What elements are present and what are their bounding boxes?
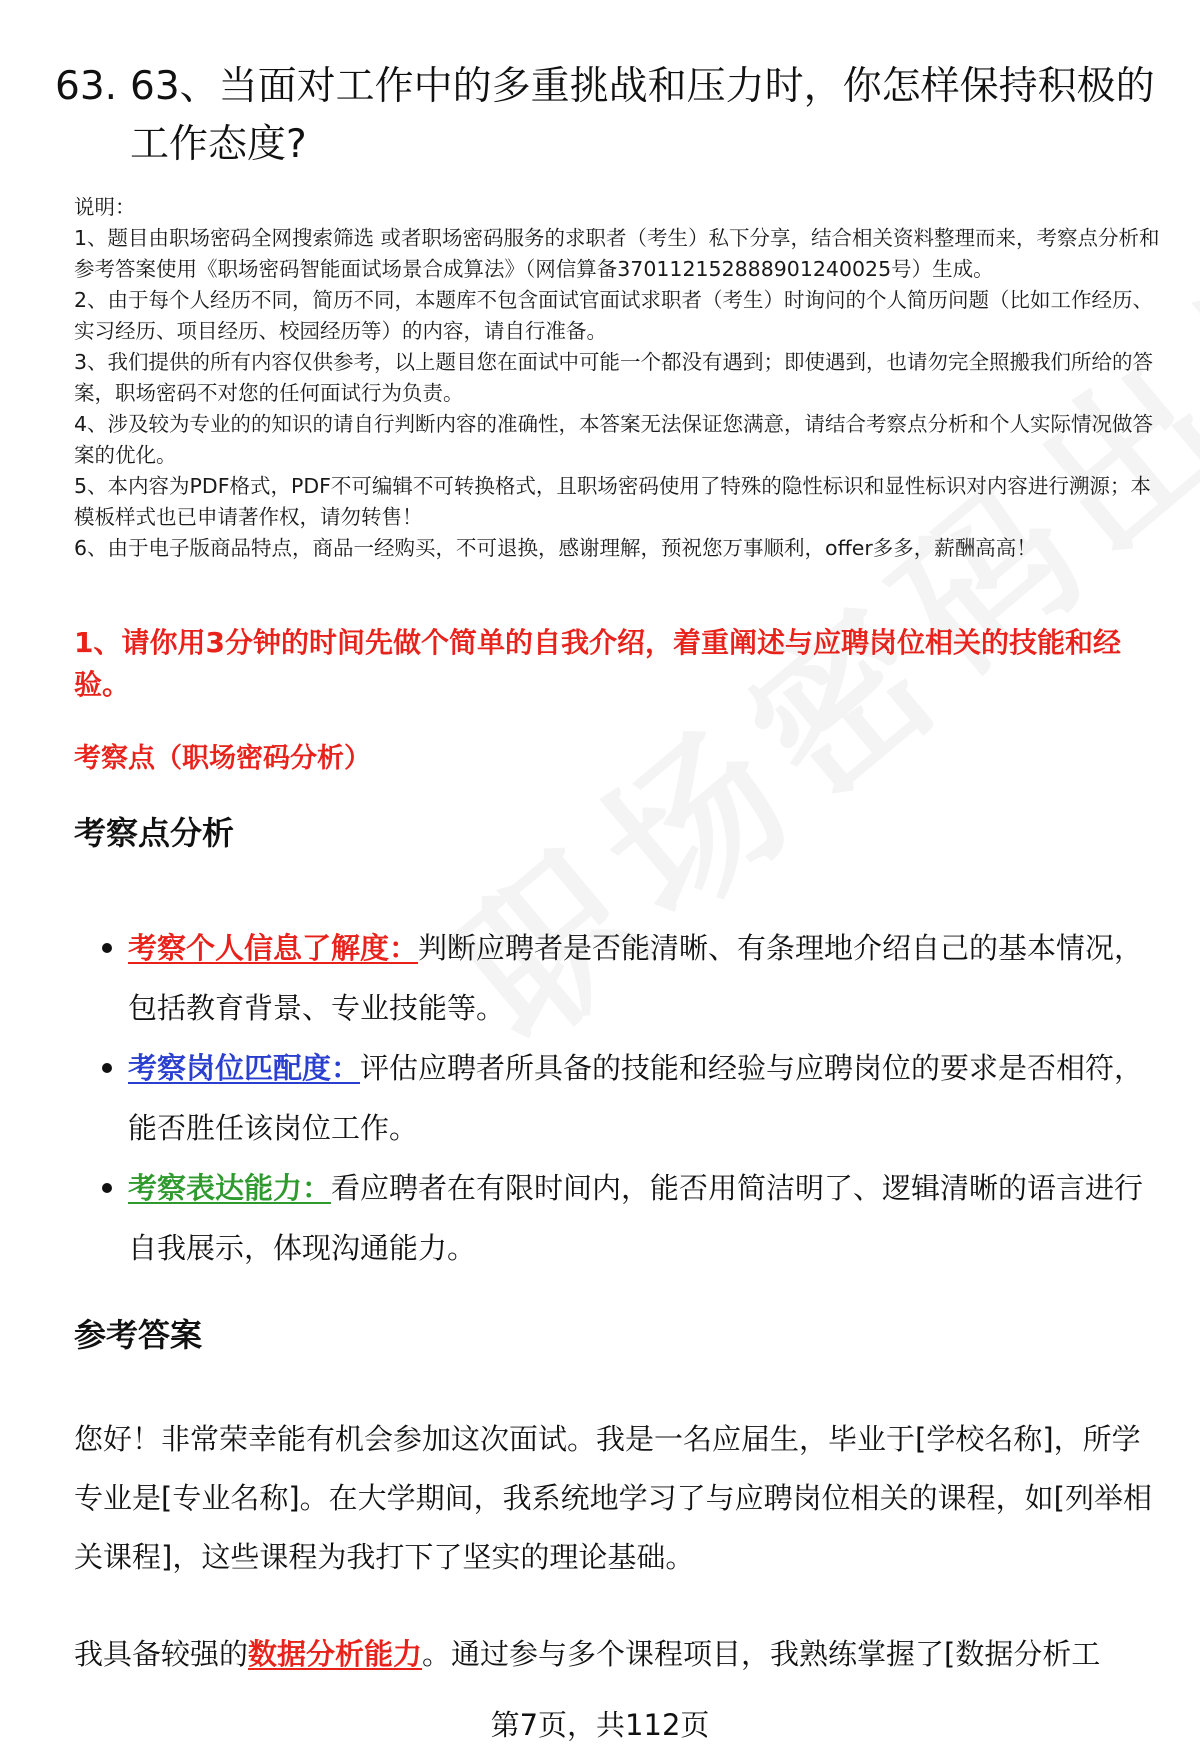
note-line: 3、我们提供的所有内容仅供参考，以上题目您在面试中可能一个都没有遇到；即使遇到，也请勿完全照搬我们所给的答案，职场密码不对您的任何面试行为负责。 bbox=[74, 350, 1154, 405]
question-text: 63、当面对工作中的多重挑战和压力时，你怎样保持积极的工作态度? bbox=[130, 64, 1155, 167]
answer-heading: 参考答案 bbox=[74, 1316, 203, 1354]
list-item bbox=[74, 918, 1164, 1038]
list-item bbox=[74, 1038, 1164, 1158]
bullet-dot bbox=[102, 1183, 112, 1193]
note-line: 4、涉及较为专业的的知识的请自行判断内容的准确性，本答案无法保证您满意，请结合考察点分析和个人实际情况做答案的优化。 bbox=[74, 412, 1154, 467]
note-line: 2、由于每个人经历不同，简历不同，本题库不包含面试官面试求职者（考生）时询问的个人简历问题（比如工作经历、实习经历、项目经历、校园经历等）的内容，请自行准备。 bbox=[74, 288, 1154, 343]
note-line: 6、由于电子版商品特点，商品一经购买，不可退换，感谢理解，预祝您万事顺利，offer多多，薪酬高高！ bbox=[74, 536, 1037, 560]
bullet-keyword: 考察个人信息了解度： bbox=[128, 931, 419, 965]
page-number: 第7页，共112页 bbox=[490, 1708, 710, 1742]
bullet-dot bbox=[102, 943, 112, 953]
question-title bbox=[55, 58, 1155, 174]
note-line: 5、本内容为PDF格式，PDF不可编辑不可转换格式，且职场密码使用了特殊的隐性标识和显性标识对内容进行溯源；本模板样式也已申请著作权，请勿转售！ bbox=[74, 474, 1151, 529]
disclaimer-notes bbox=[74, 192, 1160, 564]
analysis-heading: 考察点分析 bbox=[74, 814, 235, 852]
answer-paragraph: 您好！非常荣幸能有机会参加这次面试。我是一名应届生，毕业于[学校名称]，所学专业是[专业名称]。在大学期间，我系统地学习了与应聘岗位相关的课程，如[列举相关课程]，这些课程为我打下了坚实的理论基础。 bbox=[74, 1422, 1152, 1574]
answer-text: 我具备较强的 bbox=[74, 1637, 249, 1671]
highlight-keyword: 数据分析能力 bbox=[248, 1637, 423, 1671]
sub-question: 1、请你用3分钟的时间先做个简单的自我介绍，着重阐述与应聘岗位相关的技能和经验。 bbox=[74, 626, 1121, 701]
bullet-dot bbox=[102, 1063, 112, 1073]
bullet-text: 判断应聘者是否能清晰、有条理地介绍自己的基本情况，包括教育背景、专业技能等。 bbox=[128, 931, 1144, 1025]
answer-text: 。通过参与多个课程项目，我熟练掌握了[数据分析工 bbox=[422, 1637, 1101, 1671]
answer-body bbox=[74, 1410, 1154, 1722]
bullet-text: 看应聘者在有限时间内，能否用简洁明了、逻辑清晰的语言进行自我展示，体现沟通能力。 bbox=[128, 1171, 1144, 1265]
list-item bbox=[74, 1158, 1164, 1278]
analysis-list bbox=[74, 918, 1164, 1278]
bullet-keyword: 考察岗位匹配度： bbox=[128, 1051, 361, 1085]
question-number: 63. bbox=[55, 64, 118, 109]
bullet-keyword: 考察表达能力： bbox=[128, 1171, 332, 1205]
answer-paragraph bbox=[74, 1625, 1154, 1684]
point-label: 考察点（职场密码分析） bbox=[74, 743, 371, 774]
note-line: 1、题目由职场密码全网搜索筛选 或者职场密码服务的求职者（考生）私下分享，结合相关资料整理而来，考察点分析和参考答案使用《职场密码智能面试场景合成算法》（网信算备370112152888901240025号）生成。 bbox=[74, 226, 1160, 281]
note-line: 说明： bbox=[74, 195, 136, 219]
bullet-text: 评估应聘者所具备的技能和经验与应聘岗位的要求是否相符，能否胜任该岗位工作。 bbox=[128, 1051, 1144, 1145]
